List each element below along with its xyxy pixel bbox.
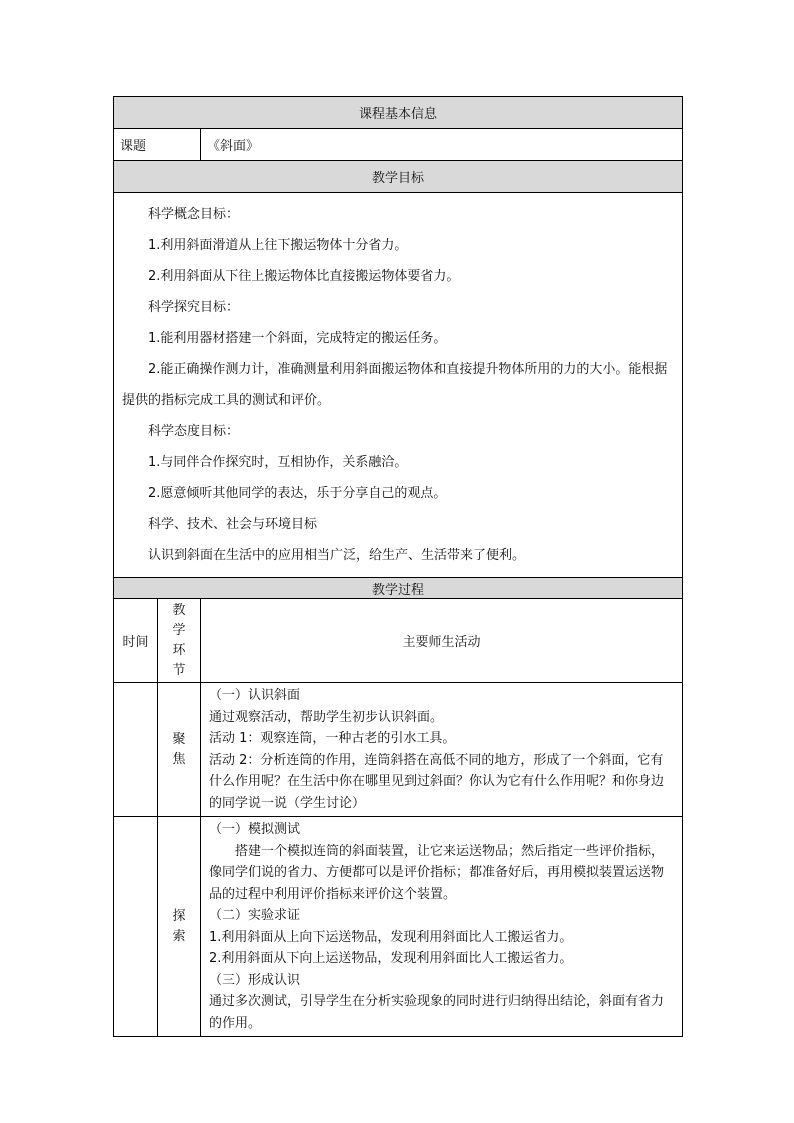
activity-line: 通过观察活动，帮助学生初步认识斜面。 [209, 709, 444, 725]
process-header: 教学过程 [114, 578, 683, 599]
lesson-plan-table [113, 96, 683, 1037]
col-stage-header: 教 学 环 节 [158, 599, 201, 683]
objective-line: 科学态度目标： [148, 424, 240, 439]
topic-label: 课题 [114, 129, 201, 161]
activity-line: 活动 2：分析连筒的作用，连筒斜搭在高低不同的地方，形成了一个斜面，它有什么作用呢？在生活中你在哪里见到过斜面？你认为它有什么作用呢？和你身边的同学说一说（学生讨论） [209, 752, 665, 811]
topic-value: 《斜面》 [201, 129, 683, 161]
objective-line: 科学、技术、社会与环境目标 [148, 517, 318, 532]
col-time-header: 时间 [114, 599, 158, 683]
stage-cell-explore: 探 索 [158, 817, 201, 1037]
objective-line: 2.愿意倾听其他同学的表达，乐于分享自己的观点。 [148, 486, 447, 501]
objective-line: 1.能利用器材搭建一个斜面，完成特定的搬运任务。 [148, 331, 447, 346]
activity-cell-focus [201, 683, 683, 817]
activity-line: （二）实验求证 [209, 908, 301, 923]
activity-line: （三）形成认识 [209, 972, 301, 988]
activity-line: 2.利用斜面从下向上运送物品，发现利用斜面比人工搬运省力。 [209, 951, 573, 966]
time-cell [114, 817, 158, 1037]
activity-line: 1.利用斜面从上向下运送物品，发现利用斜面比人工搬运省力。 [209, 929, 573, 945]
objective-line: 1.利用斜面滑道从上往下搬运物体十分省力。 [148, 238, 408, 253]
activity-line: 活动 1：观察连筒，一种古老的引水工具。 [209, 731, 456, 746]
objectives-body [114, 193, 683, 578]
objective-line: 2.能正确操作测力计，准确测量利用斜面搬运物体和直接提升物体所用的力的大小。能根据提供的指标完成工具的测试和评价。 [122, 362, 668, 408]
activity-cell-explore [201, 817, 683, 1037]
activity-line: （一）模拟测试 [209, 822, 301, 837]
objectives-header: 教学目标 [114, 161, 683, 193]
stage-cell-focus: 聚 焦 [158, 683, 201, 817]
time-cell [114, 683, 158, 817]
objective-line: 2.利用斜面从下往上搬运物体比直接搬运物体要省力。 [148, 269, 460, 284]
objective-line: 1.与同伴合作探究时，互相协作，关系融洽。 [148, 455, 408, 470]
activity-line: （一）认识斜面 [209, 688, 301, 703]
col-activity-header: 主要师生活动 [201, 599, 683, 683]
objective-line: 科学概念目标： [148, 207, 240, 222]
activity-line: 通过多次测试，引导学生在分析实验现象的同时进行归纳得出结论，斜面有省力的作用。 [209, 994, 665, 1031]
activity-line: 搭建一个模拟连筒的斜面装置，让它来运送物品；然后指定一些评价指标，像同学们说的省力、方便都可以是评价指标；都准备好后，再用模拟装置运送物品的过程中利用评价指标来评价这个装置。 [209, 843, 665, 902]
basic-info-header: 课程基本信息 [114, 97, 683, 129]
objective-line: 科学探究目标： [148, 300, 240, 315]
objective-line: 认识到斜面在生活中的应用相当广泛，给生产、生活带来了便利。 [148, 548, 526, 563]
